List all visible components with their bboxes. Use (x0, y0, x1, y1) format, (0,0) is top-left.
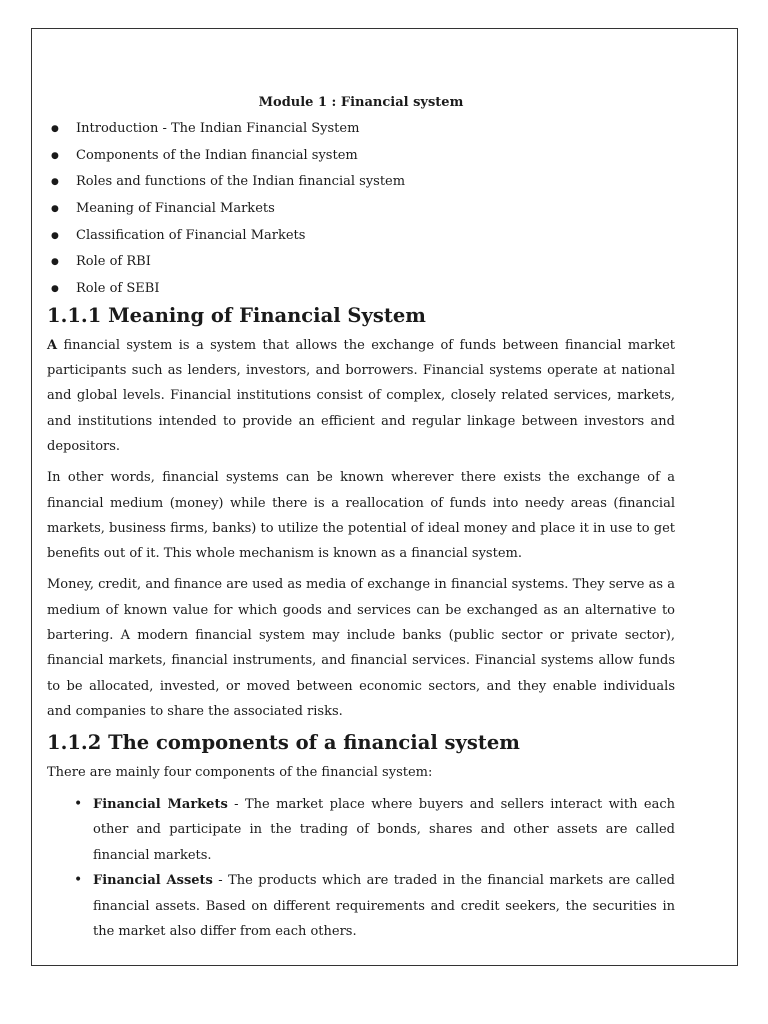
section-heading-meaning: 1.1.1 Meaning of Financial System (47, 303, 426, 327)
outline-item: ● Introduction - The Indian Financial System (47, 120, 675, 138)
document-content (47, 94, 675, 945)
components-intro: There are mainly four components of the financial system: (47, 765, 433, 781)
paragraph-other-words: In other words, financial systems can be known wherever there exists the exchange of a financial medium (money) while there is a reallocation of funds into needy areas (financial markets, business firms, banks) to utilize the potential of ideal money and place it in use to get benefits out of it. This whole mechanism is known as a financial system. (47, 470, 675, 562)
component-term: Financial Markets (93, 796, 228, 812)
outline-item: ● Roles and functions of the Indian financial system (47, 173, 675, 191)
paragraph-text: financial system is a system that allows the exchange of funds between financial market participants such as lenders, investors, and borrowers. Financial systems operate at national and global levels. Financial institutions consist of complex, closely related services, markets, and institutions intended to provide an efficient and regular linkage between investors and depositors. (47, 337, 675, 454)
paragraph-lead: A (47, 337, 58, 353)
outline-item: ● Components of the Indian financial system (47, 147, 675, 165)
module-outline (47, 120, 675, 298)
module-title: Module 1 : Financial system (258, 95, 464, 110)
outline-item: ● Classification of Financial Markets (47, 227, 675, 245)
components-list (47, 792, 675, 945)
outline-item: ● Role of SEBI (47, 280, 675, 298)
component-item-financial-markets (47, 792, 675, 869)
component-term: Financial Assets (93, 873, 213, 889)
outline-item: ● Meaning of Financial Markets (47, 200, 675, 218)
paragraph-definition (47, 333, 675, 459)
component-description: - The market place where buyers and sellers interact with each other and participate in the trading of bonds, shares and other assets are called financial markets. (93, 796, 675, 863)
paragraph-money-credit: Money, credit, and finance are used as media of exchange in financial systems. They serve as a medium of known value for which goods and services can be exchanged as an alternative to bartering. A modern financial system may include banks (public sector or private sector), financial markets, financial instruments, and financial services. Financial systems allow funds to be allocated, invested, or moved between economic sectors, and they enable individuals and companies to share the associated risks. (47, 577, 675, 719)
component-item-financial-assets (47, 868, 675, 945)
outline-item: ● Role of RBI (47, 253, 675, 271)
component-description: - The products which are traded in the financial markets are called financial assets. Based on different requirements and credit seekers, the securities in the market also differ from each others. (93, 873, 675, 940)
section-heading-components: 1.1.2 The components of a financial system (47, 731, 520, 755)
